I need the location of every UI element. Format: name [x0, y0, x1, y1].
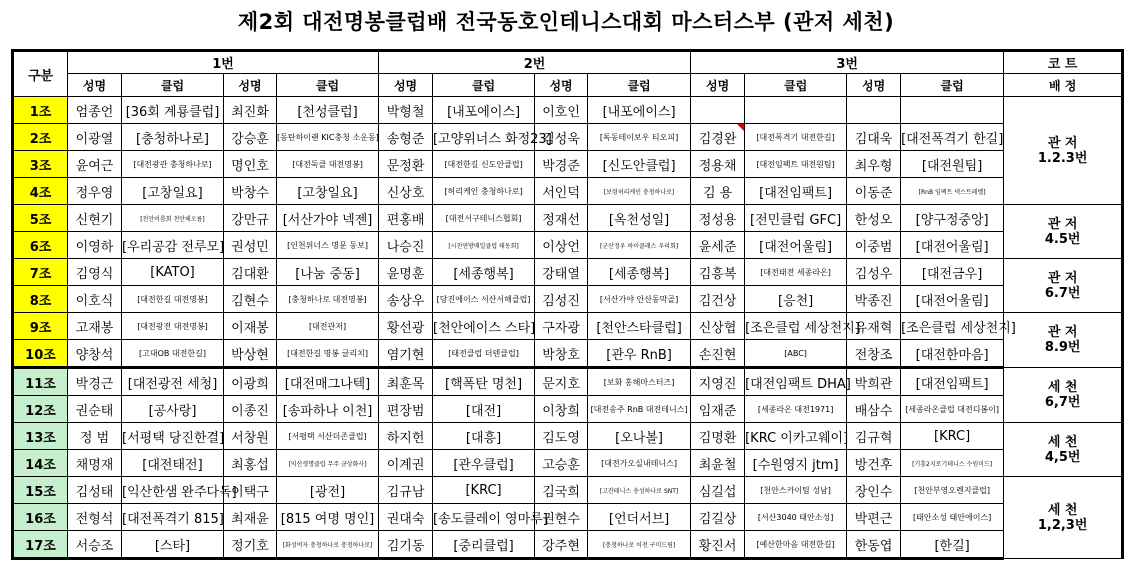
- group-label: 4조: [13, 178, 68, 205]
- player-club: [태전클럽 더텐클럽]: [433, 340, 535, 368]
- player-club: [서산3040 태안소성]: [745, 504, 847, 531]
- player-club: [서산가야 안산동막골]: [588, 286, 691, 313]
- player-name: 이재봉: [224, 313, 277, 340]
- player-club: [서산가야 넥젠]: [277, 205, 379, 232]
- player-club: [천안스타클럽]: [588, 313, 691, 340]
- player-name: 최진화: [224, 97, 277, 124]
- player-name: 이종진: [224, 396, 277, 423]
- player-name: 정 범: [68, 423, 122, 450]
- table-row: [13, 531, 1123, 559]
- player-club: [익산한샘 완주다독]: [122, 477, 224, 504]
- player-name: 박경준: [535, 151, 588, 178]
- player-club: [세종행복]: [433, 259, 535, 286]
- player-club: [대전광전 세청]: [122, 368, 224, 396]
- player-club: [전민클럽 GFC]: [745, 205, 847, 232]
- player-club: [나눔 중동]: [277, 259, 379, 286]
- player-club: [고창일요]: [277, 178, 379, 205]
- player-name: 지영진: [691, 368, 745, 396]
- player-name: 송형준: [379, 124, 433, 151]
- player-name: 유재혁: [847, 313, 901, 340]
- player-name: 최홍섭: [224, 450, 277, 477]
- court-assignment: [1004, 423, 1123, 477]
- player-club: [천안부영오렌지클럽]: [901, 477, 1004, 504]
- court-numbers: 1.2.3번: [1037, 150, 1088, 166]
- group-label: 5조: [13, 205, 68, 232]
- player-name: 박경근: [68, 368, 122, 396]
- header-court-bottom: 배 정: [1004, 74, 1123, 97]
- player-club: [대전한길 명봉 글리치]: [277, 340, 379, 368]
- player-club: [수원영지 jtm]: [745, 450, 847, 477]
- subheader-cell: 클럽: [901, 74, 1004, 97]
- player-name: 이창희: [535, 396, 588, 423]
- player-name: 서창원: [224, 423, 277, 450]
- player-club: [한길]: [901, 531, 1004, 559]
- table-row: [13, 313, 1123, 340]
- player-club: [대전임팩트 대전원팀]: [745, 151, 847, 178]
- court-assignment: [1004, 205, 1123, 259]
- player-club: [군산정우 하이클래스 우리회]: [588, 232, 691, 259]
- table-row: [13, 151, 1123, 178]
- player-name: 김성진: [535, 286, 588, 313]
- table-row: [13, 396, 1123, 423]
- table-row: [13, 124, 1123, 151]
- player-club: [대전가오실내테니스]: [588, 450, 691, 477]
- player-name: 최훈목: [379, 368, 433, 396]
- player-club: [천성클럽]: [277, 97, 379, 124]
- court-venue: 관 저: [1047, 216, 1078, 232]
- player-name: 한동엽: [847, 531, 901, 559]
- player-club: [고잔테니스 송성하나로 SNT]: [588, 477, 691, 504]
- player-name: 전창조: [847, 340, 901, 368]
- player-name: 김영식: [68, 259, 122, 286]
- subheader-cell: 성명: [847, 74, 901, 97]
- player-club: [ABC]: [745, 340, 847, 368]
- player-name: 전형석: [68, 504, 122, 531]
- table-row: [13, 178, 1123, 205]
- player-club: [대전광관 충청하나로]: [122, 151, 224, 178]
- player-name: 김성태: [68, 477, 122, 504]
- group-label: 6조: [13, 232, 68, 259]
- group-label: 8조: [13, 286, 68, 313]
- player-club: [대전매그나텍]: [277, 368, 379, 396]
- player-name: 손진현: [691, 340, 745, 368]
- player-club: [세종행복]: [588, 259, 691, 286]
- player-club: [대전임팩트]: [745, 178, 847, 205]
- player-name: 정용채: [691, 151, 745, 178]
- page-title: 제2회 대전명봉클럽배 전국동호인테니스대회 마스터스부 (관저 세천): [237, 10, 895, 34]
- player-name: 고재봉: [68, 313, 122, 340]
- player-club: [중리클럽]: [433, 531, 535, 559]
- player-name: 이동준: [847, 178, 901, 205]
- player-name: 김국희: [535, 477, 588, 504]
- player-club: [901, 97, 1004, 124]
- player-club: [천안에이스 스타]: [433, 313, 535, 340]
- player-name: 김성욱: [535, 124, 588, 151]
- player-name: 정성용: [691, 205, 745, 232]
- player-club: [대전광전 대전명봉]: [122, 313, 224, 340]
- court-numbers: 6,7번: [1044, 395, 1081, 410]
- player-name: 이택구: [224, 477, 277, 504]
- player-club: [충청하나로 대전명봉]: [277, 286, 379, 313]
- player-name: 송상우: [379, 286, 433, 313]
- player-club: [KRC 이카고웨이]: [745, 423, 847, 450]
- court-venue: 관 저: [1047, 135, 1078, 151]
- player-name: 박종진: [847, 286, 901, 313]
- group-label: 3조: [13, 151, 68, 178]
- court-assignment: [1004, 368, 1123, 423]
- player-name: 양창석: [68, 340, 122, 368]
- player-name: 문지호: [535, 368, 588, 396]
- player-name: 구자광: [535, 313, 588, 340]
- player-name: 김현수: [224, 286, 277, 313]
- subheader-cell: 클럽: [433, 74, 535, 97]
- group-label: 2조: [13, 124, 68, 151]
- player-name: 김대욱: [847, 124, 901, 151]
- group-label: 10조: [13, 340, 68, 368]
- player-name: 박형철: [379, 97, 433, 124]
- player-club: [대전금우]: [901, 259, 1004, 286]
- subheader-cell: 성명: [535, 74, 588, 97]
- player-club: [기흥2지로기테니스 수원미드]: [901, 450, 1004, 477]
- player-name: 권성민: [224, 232, 277, 259]
- group-label: 17조: [13, 531, 68, 559]
- player-club: [대흥]: [433, 423, 535, 450]
- player-name: 강승훈: [224, 124, 277, 151]
- player-club: [36회 계룡클럽]: [122, 97, 224, 124]
- player-club: [당진에이스 서산서해클럽]: [433, 286, 535, 313]
- court-assignment: [1004, 97, 1123, 205]
- player-name: 한성오: [847, 205, 901, 232]
- player-name: 김명환: [691, 423, 745, 450]
- player-name: 박상현: [224, 340, 277, 368]
- header-group-2: 2번: [379, 51, 691, 74]
- court-numbers: 4,5번: [1044, 449, 1081, 465]
- player-name: 윤세준: [691, 232, 745, 259]
- group-label: 13조: [13, 423, 68, 450]
- player-club: [대전관저]: [277, 313, 379, 340]
- player-name: 황선광: [379, 313, 433, 340]
- player-club: [광전]: [277, 477, 379, 504]
- player-name: 신상협: [691, 313, 745, 340]
- player-name: 이영하: [68, 232, 122, 259]
- court-assignment: [1004, 313, 1123, 368]
- player-name: 임재준: [691, 396, 745, 423]
- player-name: 나승진: [379, 232, 433, 259]
- player-club: [언더서브]: [588, 504, 691, 531]
- player-club: [대전서구테니스협회]: [433, 205, 535, 232]
- player-name: 최우형: [847, 151, 901, 178]
- player-name: 문정환: [379, 151, 433, 178]
- table-row: [13, 423, 1123, 450]
- player-club: [동탄하이랜 KIC충청 소운동]: [277, 124, 379, 151]
- player-club: [서평택 서산더존클럽]: [277, 423, 379, 450]
- player-name: 강태열: [535, 259, 588, 286]
- player-club: [태안소성 태안에이스]: [901, 504, 1004, 531]
- player-name: 이호식: [68, 286, 122, 313]
- player-club: [스타]: [122, 531, 224, 559]
- header-gubun: 구분: [13, 51, 68, 97]
- player-club: [오나볼]: [588, 423, 691, 450]
- player-name: 강주현: [535, 531, 588, 559]
- player-name: 이중범: [847, 232, 901, 259]
- group-label: 1조: [13, 97, 68, 124]
- player-club: [대전한마음]: [901, 340, 1004, 368]
- player-name: 정우영: [68, 178, 122, 205]
- player-club: [대전폭격기 815]: [122, 504, 224, 531]
- subheader-cell: 클럽: [122, 74, 224, 97]
- subheader-cell: 성명: [691, 74, 745, 97]
- player-club: [독동테이보우 티오피]: [588, 124, 691, 151]
- player-name: 황진서: [691, 531, 745, 559]
- player-name: 박편근: [847, 504, 901, 531]
- player-name: 박희관: [847, 368, 901, 396]
- player-club: [조은클럽 세상천지]: [901, 313, 1004, 340]
- court-numbers: 6.7번: [1044, 285, 1081, 301]
- player-name: 김건상: [691, 286, 745, 313]
- player-name: 신현기: [68, 205, 122, 232]
- player-name: 정재선: [535, 205, 588, 232]
- player-name: 윤명훈: [379, 259, 433, 286]
- player-club: [745, 97, 847, 124]
- table-row: [13, 286, 1123, 313]
- player-club: [KRC]: [433, 477, 535, 504]
- player-name: 강만규: [224, 205, 277, 232]
- player-club: [고창일요]: [122, 178, 224, 205]
- player-club: [고대OB 대전한길]: [122, 340, 224, 368]
- player-name: 김규혁: [847, 423, 901, 450]
- player-name: 엄종언: [68, 97, 122, 124]
- player-name: 김성우: [847, 259, 901, 286]
- player-name: 권순태: [68, 396, 122, 423]
- player-name: 최윤철: [691, 450, 745, 477]
- player-name: 하지헌: [379, 423, 433, 450]
- player-club: [대전둑클 대전명봉]: [277, 151, 379, 178]
- court-assignment: [1004, 259, 1123, 313]
- court-venue: 세 천: [1047, 502, 1078, 518]
- player-name: 윤여근: [68, 151, 122, 178]
- player-club: [서평택 당진한결]: [122, 423, 224, 450]
- player-club: [신도안클럽]: [588, 151, 691, 178]
- player-club: [보화 홍해마스터즈]: [588, 368, 691, 396]
- player-name: 권대숙: [379, 504, 433, 531]
- player-club: [공사랑]: [122, 396, 224, 423]
- group-label: 15조: [13, 477, 68, 504]
- table-row: [13, 504, 1123, 531]
- player-club: [관우클럽]: [433, 450, 535, 477]
- subheader-cell: 클럽: [745, 74, 847, 97]
- group-label: 11조: [13, 368, 68, 396]
- court-venue: 세 천: [1047, 380, 1078, 395]
- player-name: 박창호: [535, 340, 588, 368]
- player-club: [대전어울림]: [901, 286, 1004, 313]
- player-name: 방건후: [847, 450, 901, 477]
- player-club: [응천]: [745, 286, 847, 313]
- player-club: [고양위너스 화정23]: [433, 124, 535, 151]
- player-club: [시천연방매일클럽 태동회]: [433, 232, 535, 259]
- subheader-cell: 클럽: [588, 74, 691, 97]
- subheader-cell: 클럽: [277, 74, 379, 97]
- player-club: [대전임팩트 DHA]: [745, 368, 847, 396]
- player-name: 심길섭: [691, 477, 745, 504]
- player-club: [대전폭격기 한길]: [901, 124, 1004, 151]
- player-club: [세종라온클럽 대전디봄이]: [901, 396, 1004, 423]
- player-name: 최재윤: [224, 504, 277, 531]
- player-club: [보령허리케인 충청하나로]: [588, 178, 691, 205]
- player-club: [대전한길 신도안클럽]: [433, 151, 535, 178]
- table-row: [13, 340, 1123, 368]
- player-club: [RnB 임팩트 넥스트레벨]: [901, 178, 1004, 205]
- player-club: [대전어울림]: [901, 232, 1004, 259]
- player-name: 이광열: [68, 124, 122, 151]
- player-name: 권현수: [535, 504, 588, 531]
- player-club: [KATO]: [122, 259, 224, 286]
- player-club: [천안이룸회 천안해오름]: [122, 205, 224, 232]
- player-club: [예산한마음 대전한길]: [745, 531, 847, 559]
- court-venue: 관 저: [1047, 325, 1078, 340]
- player-name: 김 용: [691, 178, 745, 205]
- player-name: 이상언: [535, 232, 588, 259]
- group-label: 14조: [13, 450, 68, 477]
- player-club: [대전태전]: [122, 450, 224, 477]
- player-club: [송파하나 이천]: [277, 396, 379, 423]
- court-numbers: 1,2,3번: [1037, 517, 1088, 533]
- player-name: 김도영: [535, 423, 588, 450]
- table-row: [13, 232, 1123, 259]
- subheader-cell: 성명: [224, 74, 277, 97]
- table-row: [13, 368, 1123, 396]
- player-club: [815 여명 명인]: [277, 504, 379, 531]
- player-club: [양구정중앙]: [901, 205, 1004, 232]
- player-name: 이계권: [379, 450, 433, 477]
- player-club: [송도클레이 영마루]: [433, 504, 535, 531]
- player-name: 편장범: [379, 396, 433, 423]
- player-name: 김기동: [379, 531, 433, 559]
- player-club: [대전임팩트]: [901, 368, 1004, 396]
- player-name: 염기현: [379, 340, 433, 368]
- court-numbers: 8.9번: [1044, 340, 1081, 355]
- player-name: 서인덕: [535, 178, 588, 205]
- player-name: 김규남: [379, 477, 433, 504]
- player-name: 서승조: [68, 531, 122, 559]
- player-club: [익산생명클럽 무주 금상화사]: [277, 450, 379, 477]
- player-name: 편홍배: [379, 205, 433, 232]
- player-name: 이광희: [224, 368, 277, 396]
- player-club: [천안스카이팀 성남]: [745, 477, 847, 504]
- player-name: 장인수: [847, 477, 901, 504]
- player-name: 김경완: [691, 124, 745, 151]
- player-name: 명인호: [224, 151, 277, 178]
- player-club: [내포에이스]: [588, 97, 691, 124]
- table-row: [13, 205, 1123, 232]
- group-label: 12조: [13, 396, 68, 423]
- player-club: [대전어울림]: [745, 232, 847, 259]
- court-venue: 관 저: [1047, 270, 1078, 286]
- player-club: [대전태전 세종라온]: [745, 259, 847, 286]
- player-club: [조은클럽 세상천지]: [745, 313, 847, 340]
- table-row: [13, 450, 1123, 477]
- player-club: [대전한길 대전명봉]: [122, 286, 224, 313]
- player-club: [충청하나로]: [122, 124, 224, 151]
- player-club: [핵폭탄 명천]: [433, 368, 535, 396]
- player-name: 정기호: [224, 531, 277, 559]
- group-label: 16조: [13, 504, 68, 531]
- player-club: [대전송주 RnB 대전테니스]: [588, 396, 691, 423]
- player-club: [우리공감 전루모]: [122, 232, 224, 259]
- player-name: 김길상: [691, 504, 745, 531]
- subheader-cell: 성명: [68, 74, 122, 97]
- player-club: [대전]: [433, 396, 535, 423]
- schedule-table: [11, 49, 1124, 560]
- player-name: 이호인: [535, 97, 588, 124]
- player-club: [대전폭격기 대전한길]: [745, 124, 847, 151]
- player-name: [691, 97, 745, 124]
- player-name: 고승훈: [535, 450, 588, 477]
- subheader-cell: 성명: [379, 74, 433, 97]
- court-venue: 세 천: [1047, 434, 1078, 450]
- player-club: [허리케인 충청하나로]: [433, 178, 535, 205]
- group-label: 9조: [13, 313, 68, 340]
- header-group-3: 3번: [691, 51, 1004, 74]
- table-row: [13, 97, 1123, 124]
- player-club: [내포에이스]: [433, 97, 535, 124]
- player-club: [충청하나로 이천 구미드림]: [588, 531, 691, 559]
- player-name: 김대환: [224, 259, 277, 286]
- player-club: [인천위너스 명문 동보]: [277, 232, 379, 259]
- table-row: [13, 477, 1123, 504]
- court-numbers: 4.5번: [1044, 231, 1081, 247]
- table-row: [13, 259, 1123, 286]
- player-name: 박창수: [224, 178, 277, 205]
- court-assignment: [1004, 477, 1123, 559]
- group-label: 7조: [13, 259, 68, 286]
- player-name: 김흥복: [691, 259, 745, 286]
- player-name: 배삼수: [847, 396, 901, 423]
- player-club: [세종라온 대전1971]: [745, 396, 847, 423]
- player-club: [KRC]: [901, 423, 1004, 450]
- player-name: 신상호: [379, 178, 433, 205]
- player-club: [관우 RnB]: [588, 340, 691, 368]
- header-court-top: 코 트: [1004, 51, 1123, 74]
- player-name: 채명재: [68, 450, 122, 477]
- player-club: [옥천성일]: [588, 205, 691, 232]
- player-club: [대전원팀]: [901, 151, 1004, 178]
- header-group-1: 1번: [68, 51, 379, 74]
- player-name: [847, 97, 901, 124]
- player-club: [화성여자 충청하나로 충청하나로]: [277, 531, 379, 559]
